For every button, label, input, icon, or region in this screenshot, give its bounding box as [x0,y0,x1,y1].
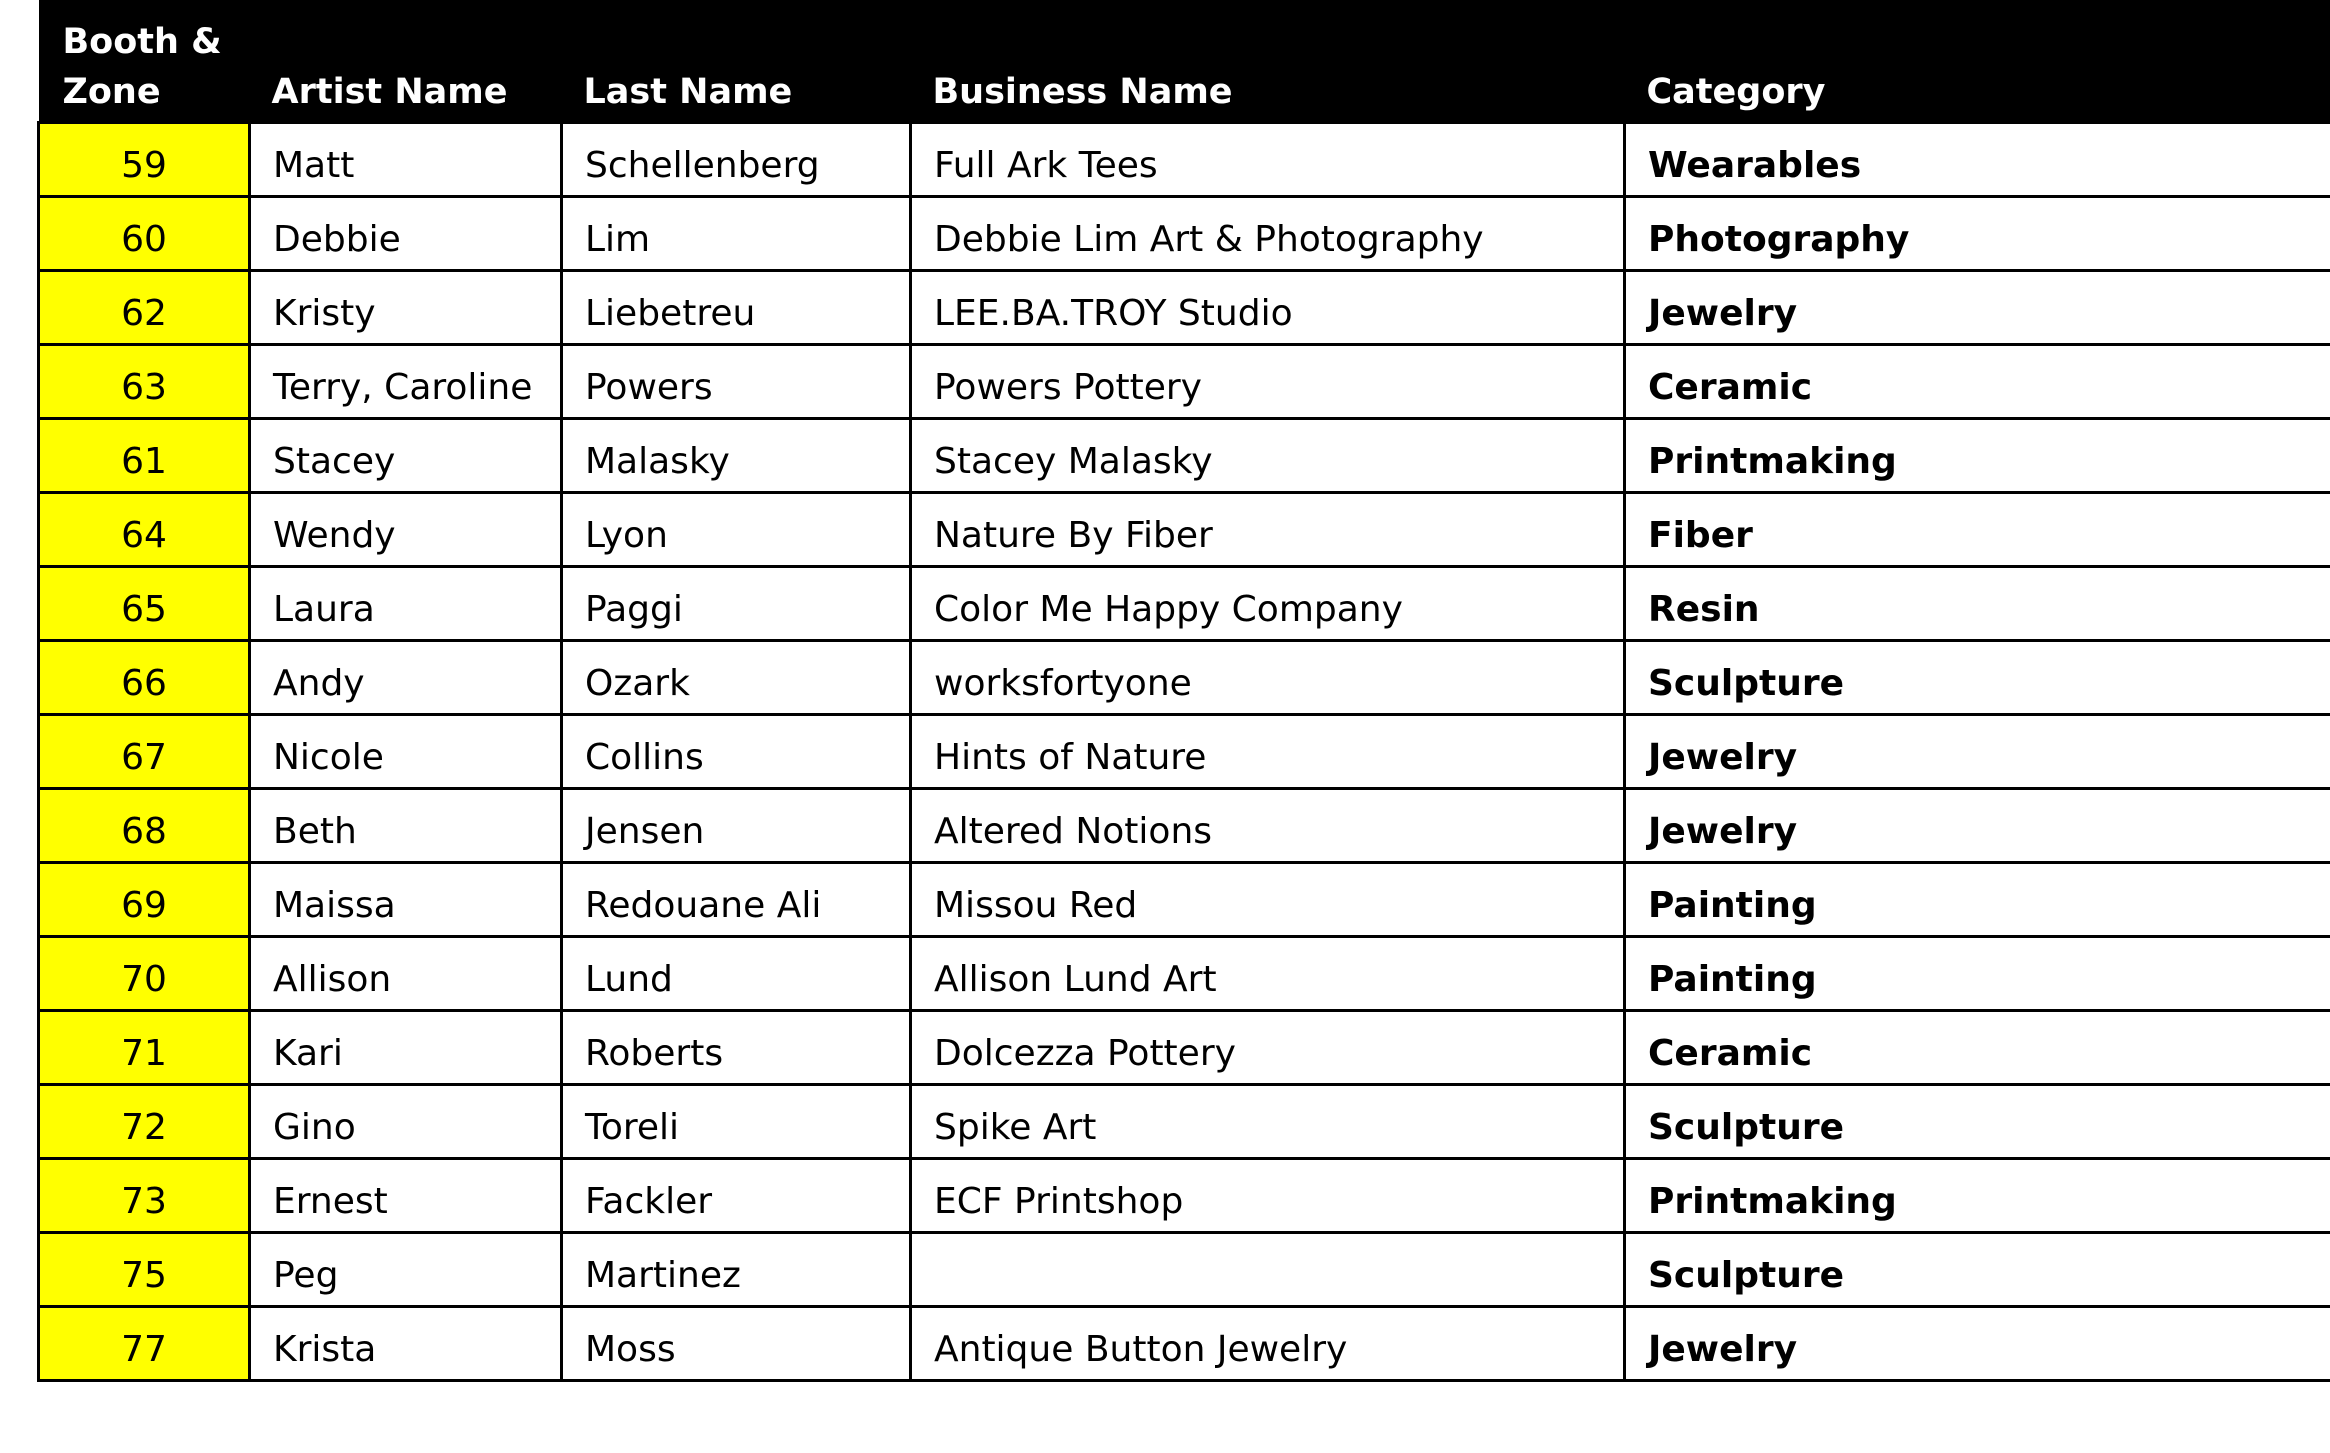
business-name-cell: Missou Red [911,862,1625,936]
artist-name-cell: Terry, Caroline [250,344,562,418]
table-row [39,418,2330,492]
booth-number-cell: 64 [39,492,250,566]
artist-name-cell: Wendy [250,492,562,566]
artist-name-cell: Matt [250,122,562,196]
booth-number-cell: 77 [39,1306,250,1380]
category-header: Category [1646,71,1826,112]
artist-name-cell: Krista [250,1306,562,1380]
booth-number-cell: 63 [39,344,250,418]
last-name-header: Last Name [583,71,793,112]
last-name-cell: Paggi [562,566,911,640]
table-row [39,1306,2330,1380]
business-name-cell: Altered Notions [911,788,1625,862]
business-name-cell: Powers Pottery [911,344,1625,418]
booth-number-cell: 66 [39,640,250,714]
category-cell: Printmaking [1625,418,2330,492]
artist-name-cell: Andy [250,640,562,714]
table-row [39,936,2330,1010]
business-name-cell: Color Me Happy Company [911,566,1625,640]
business-name-cell: LEE.BA.TROY Studio [911,270,1625,344]
table-row [39,270,2330,344]
business-name-cell: Full Ark Tees [911,122,1625,196]
booth-zone-header [39,0,250,122]
booth-number-cell: 65 [39,566,250,640]
last-name-cell: Ozark [562,640,911,714]
booth-number-cell: 67 [39,714,250,788]
last-name-cell: Toreli [562,1084,911,1158]
artist-name-cell: Ernest [250,1158,562,1232]
last-name-cell: Roberts [562,1010,911,1084]
category-cell: Jewelry [1625,788,2330,862]
booth-number-cell: 59 [39,122,250,196]
table-row [39,1232,2330,1306]
table-row [39,492,2330,566]
category-cell: Fiber [1625,492,2330,566]
business-name-cell: Antique Button Jewelry [911,1306,1625,1380]
table-header-row [39,0,2330,122]
table-row [39,122,2330,196]
booth-number-cell: 73 [39,1158,250,1232]
category-cell: Painting [1625,862,2330,936]
last-name-cell: Moss [562,1306,911,1380]
artist-name-cell: Laura [250,566,562,640]
artist-name-cell: Kristy [250,270,562,344]
booth-number-cell: 68 [39,788,250,862]
last-name-cell: Schellenberg [562,122,911,196]
artist-booth-sheet [37,0,2330,1382]
last-name-cell: Redouane Ali [562,862,911,936]
category-cell: Sculpture [1625,1084,2330,1158]
artist-name-cell: Peg [250,1232,562,1306]
artist-name-cell: Allison [250,936,562,1010]
category-cell: Ceramic [1625,1010,2330,1084]
business-name-cell: worksfortyone [911,640,1625,714]
booth-number-cell: 60 [39,196,250,270]
booth-number-cell: 72 [39,1084,250,1158]
business-name-cell: Nature By Fiber [911,492,1625,566]
last-name-cell: Martinez [562,1232,911,1306]
category-cell: Painting [1625,936,2330,1010]
category-cell: Sculpture [1625,1232,2330,1306]
last-name-cell: Collins [562,714,911,788]
artist-name-cell: Kari [250,1010,562,1084]
business-name-cell [911,1232,1625,1306]
category-cell: Printmaking [1625,1158,2330,1232]
category-cell: Jewelry [1625,270,2330,344]
category-cell: Resin [1625,566,2330,640]
last-name-cell: Fackler [562,1158,911,1232]
category-cell: Jewelry [1625,714,2330,788]
table-body [39,122,2330,1380]
business-name-cell: Stacey Malasky [911,418,1625,492]
business-name-header: Business Name [932,71,1233,112]
artist-name-cell: Nicole [250,714,562,788]
business-name-cell: Hints of Nature [911,714,1625,788]
artist-name-cell: Stacey [250,418,562,492]
last-name-cell: Lim [562,196,911,270]
category-cell: Photography [1625,196,2330,270]
category-cell: Sculpture [1625,640,2330,714]
artist-booth-table [37,0,2330,1382]
table-row [39,862,2330,936]
last-name-cell: Lyon [562,492,911,566]
last-name-cell: Powers [562,344,911,418]
table-row [39,1084,2330,1158]
booth-header-line2: Zone [62,71,161,112]
booth-header-line1: Booth & [62,21,222,62]
last-name-cell: Lund [562,936,911,1010]
booth-number-cell: 75 [39,1232,250,1306]
business-name-cell: Debbie Lim Art & Photography [911,196,1625,270]
table-row [39,640,2330,714]
artist-name-header: Artist Name [271,71,508,112]
business-name-cell: Allison Lund Art [911,936,1625,1010]
business-name-cell: Spike Art [911,1084,1625,1158]
business-name-cell: Dolcezza Pottery [911,1010,1625,1084]
table-row [39,1158,2330,1232]
artist-name-cell: Debbie [250,196,562,270]
booth-number-cell: 71 [39,1010,250,1084]
table-row [39,1010,2330,1084]
last-name-cell: Malasky [562,418,911,492]
table-row [39,714,2330,788]
category-cell: Jewelry [1625,1306,2330,1380]
table-row [39,344,2330,418]
last-name-cell: Jensen [562,788,911,862]
booth-number-cell: 70 [39,936,250,1010]
booth-number-cell: 61 [39,418,250,492]
table-row [39,788,2330,862]
artist-name-cell: Maissa [250,862,562,936]
table-row [39,566,2330,640]
category-cell: Ceramic [1625,344,2330,418]
category-cell: Wearables [1625,122,2330,196]
table-row [39,196,2330,270]
artist-name-cell: Beth [250,788,562,862]
booth-number-cell: 69 [39,862,250,936]
last-name-cell: Liebetreu [562,270,911,344]
booth-number-cell: 62 [39,270,250,344]
artist-name-cell: Gino [250,1084,562,1158]
business-name-cell: ECF Printshop [911,1158,1625,1232]
